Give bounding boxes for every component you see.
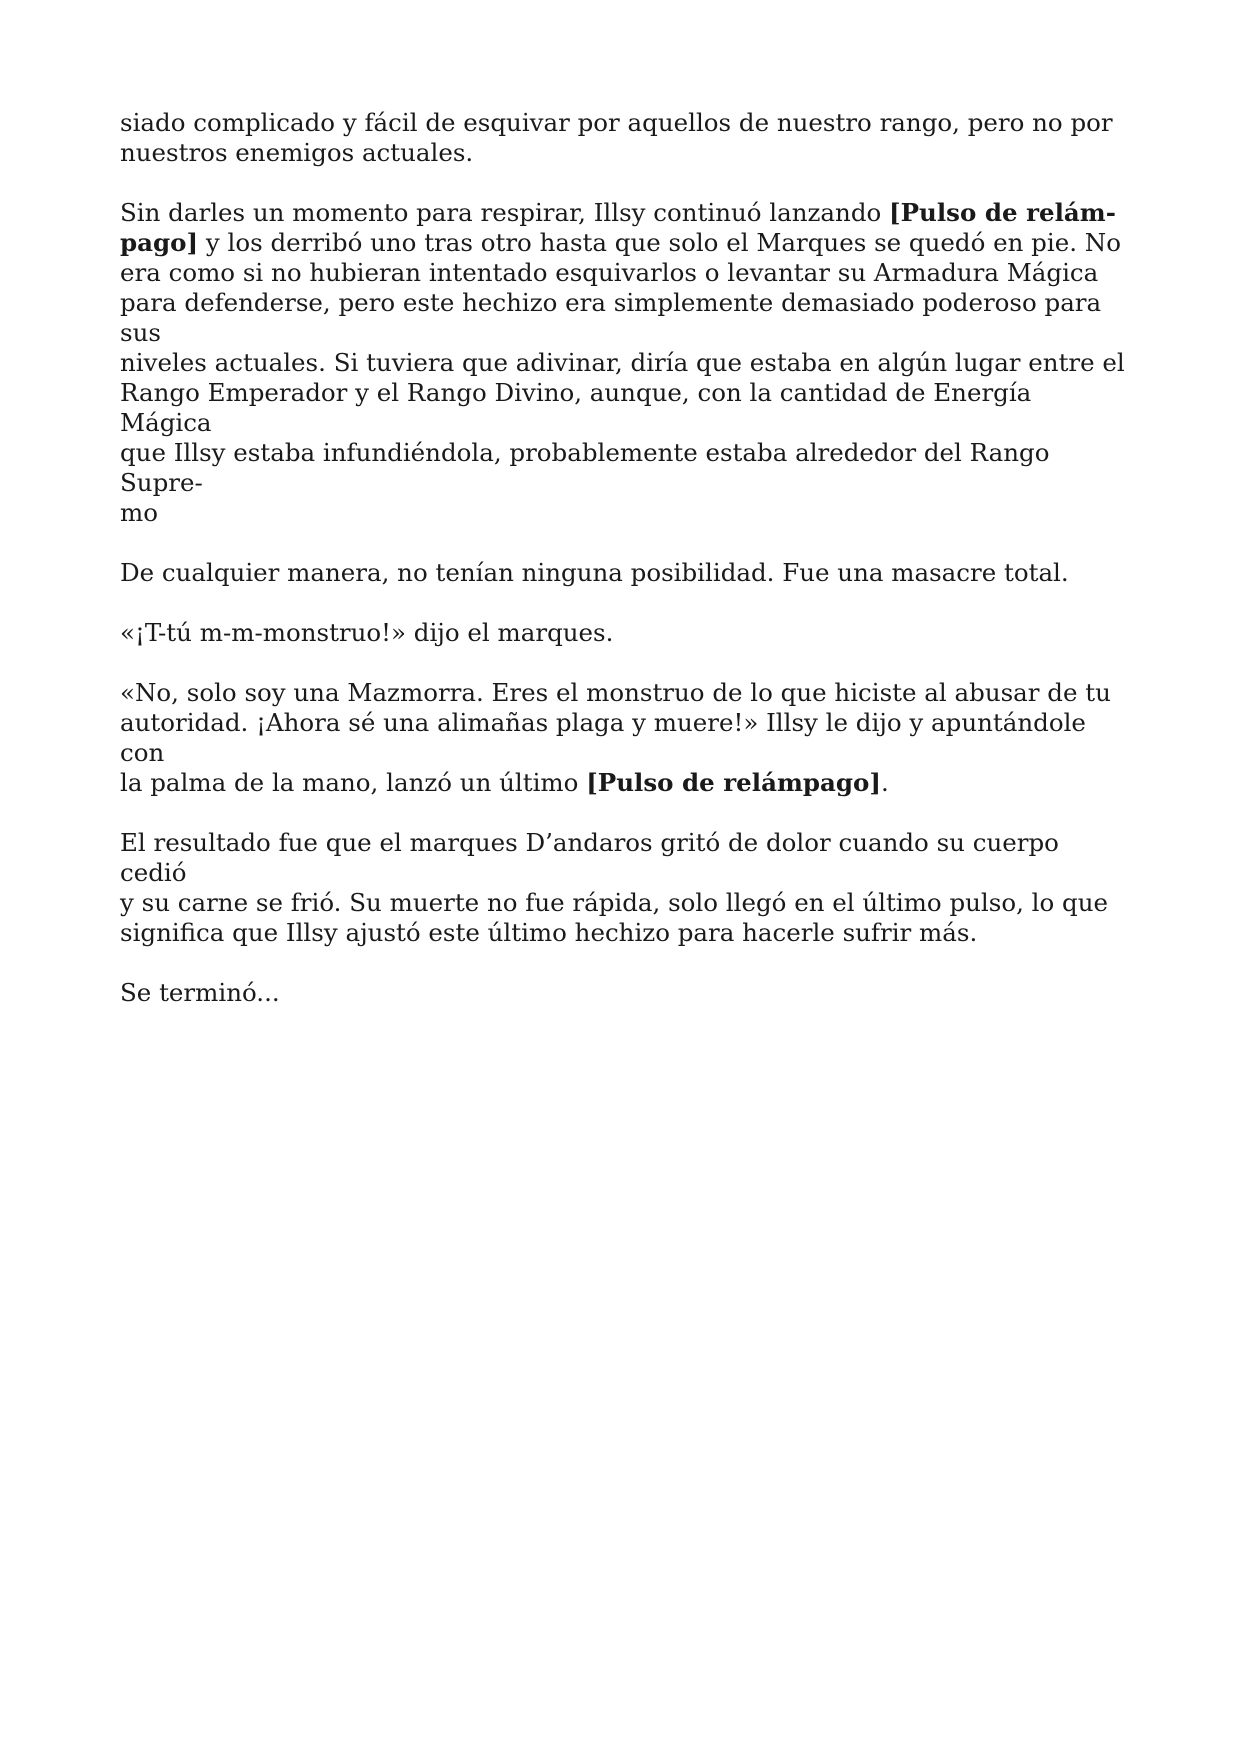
- text-line: [120, 618, 613, 647]
- text-run: autoridad. ¡Ahora sé una alimañas plaga y muere!» Illsy le dijo y apuntándole con: [120, 708, 1086, 767]
- text-run: para defenderse, pero este hechizo era simplemente demasiado poderoso para sus: [120, 288, 1102, 347]
- text-run: Sin darles un momento para respirar, Illsy continuó lanzando: [120, 198, 890, 227]
- text-line: [120, 678, 1111, 707]
- text-line: [120, 918, 977, 947]
- paragraph: [120, 618, 1130, 648]
- text-run: Se terminó...: [120, 978, 280, 1007]
- text-line: [120, 108, 1113, 137]
- text-run: y su carne se frió. Su muerte no fue rápida, solo llegó en el último pulso, lo que: [120, 888, 1108, 917]
- text-line: [120, 348, 1125, 377]
- text-run: nuestros enemigos actuales.: [120, 138, 474, 167]
- text-line: [120, 138, 473, 167]
- spell-name: [Pulso de relám-: [889, 198, 1116, 227]
- spell-name: pago]: [120, 228, 199, 257]
- text-line: [120, 708, 1086, 767]
- text-run: era como si no hubieran intentado esquivarlos o levantar su Armadura Mágica: [120, 258, 1099, 287]
- text-line: [120, 378, 1031, 437]
- text-run: .: [880, 768, 889, 797]
- text-line: [120, 288, 1101, 347]
- paragraph: [120, 678, 1130, 798]
- text-run: siado complicado y fácil de esquivar por aquellos de nuestro rango, pero no por: [120, 108, 1113, 137]
- text-line: [120, 978, 280, 1007]
- text-run: «¡T-tú m-m-monstruo!» dijo el marques.: [120, 618, 614, 647]
- paragraph: [120, 978, 1130, 1008]
- text-line: [120, 768, 889, 797]
- text-line: [120, 558, 1069, 587]
- text-run: «No, solo soy una Mazmorra. Eres el monstruo de lo que hiciste al abusar de tu: [120, 678, 1111, 707]
- text-line: [120, 198, 1116, 227]
- text-run: De cualquier manera, no tenían ninguna posibilidad. Fue una masacre total.: [120, 558, 1069, 587]
- text-run: que Illsy estaba infundiéndola, probablemente estaba alrededor del Rango Supre-: [120, 438, 1050, 497]
- text-line: [120, 228, 1121, 257]
- text-run: mo: [120, 498, 158, 527]
- text-line: [120, 258, 1098, 287]
- text-run: y los derribó uno tras otro hasta que solo el Marques se quedó en pie. No: [198, 228, 1121, 257]
- document-page: [120, 108, 1130, 1038]
- text-run: Rango Emperador y el Rango Divino, aunque, con la cantidad de Energía Mágica: [120, 378, 1032, 437]
- text-line: [120, 498, 158, 527]
- spell-name: [Pulso de relámpago]: [586, 768, 881, 797]
- paragraph: [120, 108, 1130, 168]
- text-line: [120, 888, 1108, 917]
- text-run: significa que Illsy ajustó este último hechizo para hacerle sufrir más.: [120, 918, 978, 947]
- paragraph: [120, 558, 1130, 588]
- paragraph: [120, 828, 1130, 948]
- text-run: El resultado fue que el marques D’andaros gritó de dolor cuando su cuerpo cedió: [120, 828, 1059, 887]
- paragraph: [120, 198, 1130, 528]
- text-line: [120, 438, 1050, 497]
- text-run: niveles actuales. Si tuviera que adivinar, diría que estaba en algún lugar entre el: [120, 348, 1125, 377]
- text-line: [120, 828, 1059, 887]
- text-run: la palma de la mano, lanzó un último: [120, 768, 587, 797]
